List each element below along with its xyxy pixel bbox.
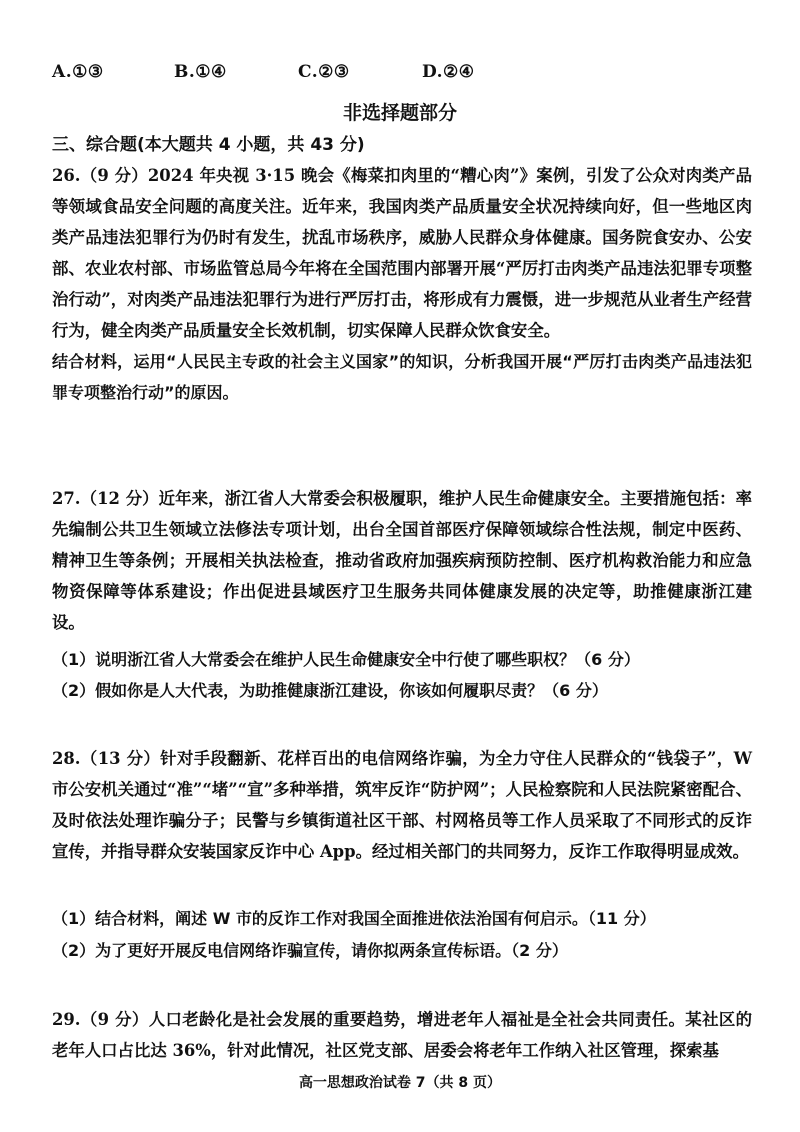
question-28-sub1: （1）结合材料，阐述 W 市的反诈工作对我国全面推进依法治国有何启示。（11 分） — [52, 909, 656, 928]
question-29 — [52, 1004, 752, 1066]
question-27-stem: 27.（12 分）近年来，浙江省人大常委会积极履职，维护人民生命健康安全。主要措施包括：率先编制公共卫生领域立法修法专项计划，出台全国首部医疗保障领域综合性法规，制定中医药、精神卫生等条例；开展相关执法检查，推动省政府加强疾病预防控制、医疗机构救治能力和应急物资保障等体系建设；作出促进县域医疗卫生服务共同体健康发展的决定等，助推健康浙江建设。 — [52, 489, 752, 632]
option-a: A.①③ — [52, 62, 104, 82]
question-26-task: 结合材料，运用“人民民主专政的社会主义国家”的知识，分析我国开展“严厉打击肉类产品违法犯罪专项整治行动”的原因。 — [52, 352, 752, 402]
question-29-stem: 29.（9 分）人口老龄化是社会发展的重要趋势，增进老年人福祉是全社会共同责任。某社区的老年人口占比达 36%，针对此情况，社区党支部、居委会将老年工作纳入社区管理，探索基 — [52, 1010, 752, 1060]
question-27 — [52, 483, 752, 638]
option-d: D.②④ — [422, 62, 475, 82]
question-26 — [52, 160, 752, 408]
question-28-sub2: （2）为了更好开展反电信网络诈骗宣传，请你拟两条宣传标语。（2 分） — [52, 941, 568, 960]
question-26-stem: 26.（9 分）2024 年央视 3·15 晚会《梅菜扣肉里的“糟心肉”》案例，引发了公众对肉类产品等领域食品安全问题的高度关注。近年来，我国肉类产品质量安全状况持续向好，但一些地区肉类产品违法犯罪行为仍时有发生，扰乱市场秩序，威胁人民群众身体健康。国务院食安办、公安部、农业农村部、市场监管总局今年将在全国范围内部署开展“严厉打击肉类产品违法犯罪专项整治行动”，对肉类产品违法犯罪行为进行严厉打击，将形成有力震慑，进一步规范从业者生产经营行为，健全肉类产品质量安全长效机制，切实保障人民群众饮食安全。 — [52, 166, 752, 340]
option-b: B.①④ — [174, 62, 227, 82]
option-c: C.②③ — [298, 62, 350, 82]
question-27-sub1: （1）说明浙江省人大常委会在维护人民生命健康安全中行使了哪些职权？（6 分） — [52, 650, 640, 669]
question-27-sub2: （2）假如你是人大代表，为助推健康浙江建设，你该如何履职尽责？（6 分） — [52, 681, 608, 700]
page-footer: 高一思想政治试卷 7（共 8 页） — [298, 1075, 502, 1091]
section-title: 非选择题部分 — [342, 102, 457, 124]
question-28 — [52, 743, 752, 867]
part-title: 三、综合题(本大题共 4 小题，共 43 分) — [52, 135, 365, 155]
question-28-stem: 28.（13 分）针对手段翻新、花样百出的电信网络诈骗，为全力守住人民群众的“钱袋子”，W 市公安机关通过“准”“堵”“宣”多种举措，筑牢反诈“防护网”；人民检察院和人民法院紧密配合、及时依法处理诈骗分子；民警与乡镇街道社区干部、村网格员等工作人员采取了不同形式的反诈宣传，并指导群众安装国家反诈中心 App。经过相关部门的共同努力，反诈工作取得明显成效。 — [52, 749, 752, 861]
